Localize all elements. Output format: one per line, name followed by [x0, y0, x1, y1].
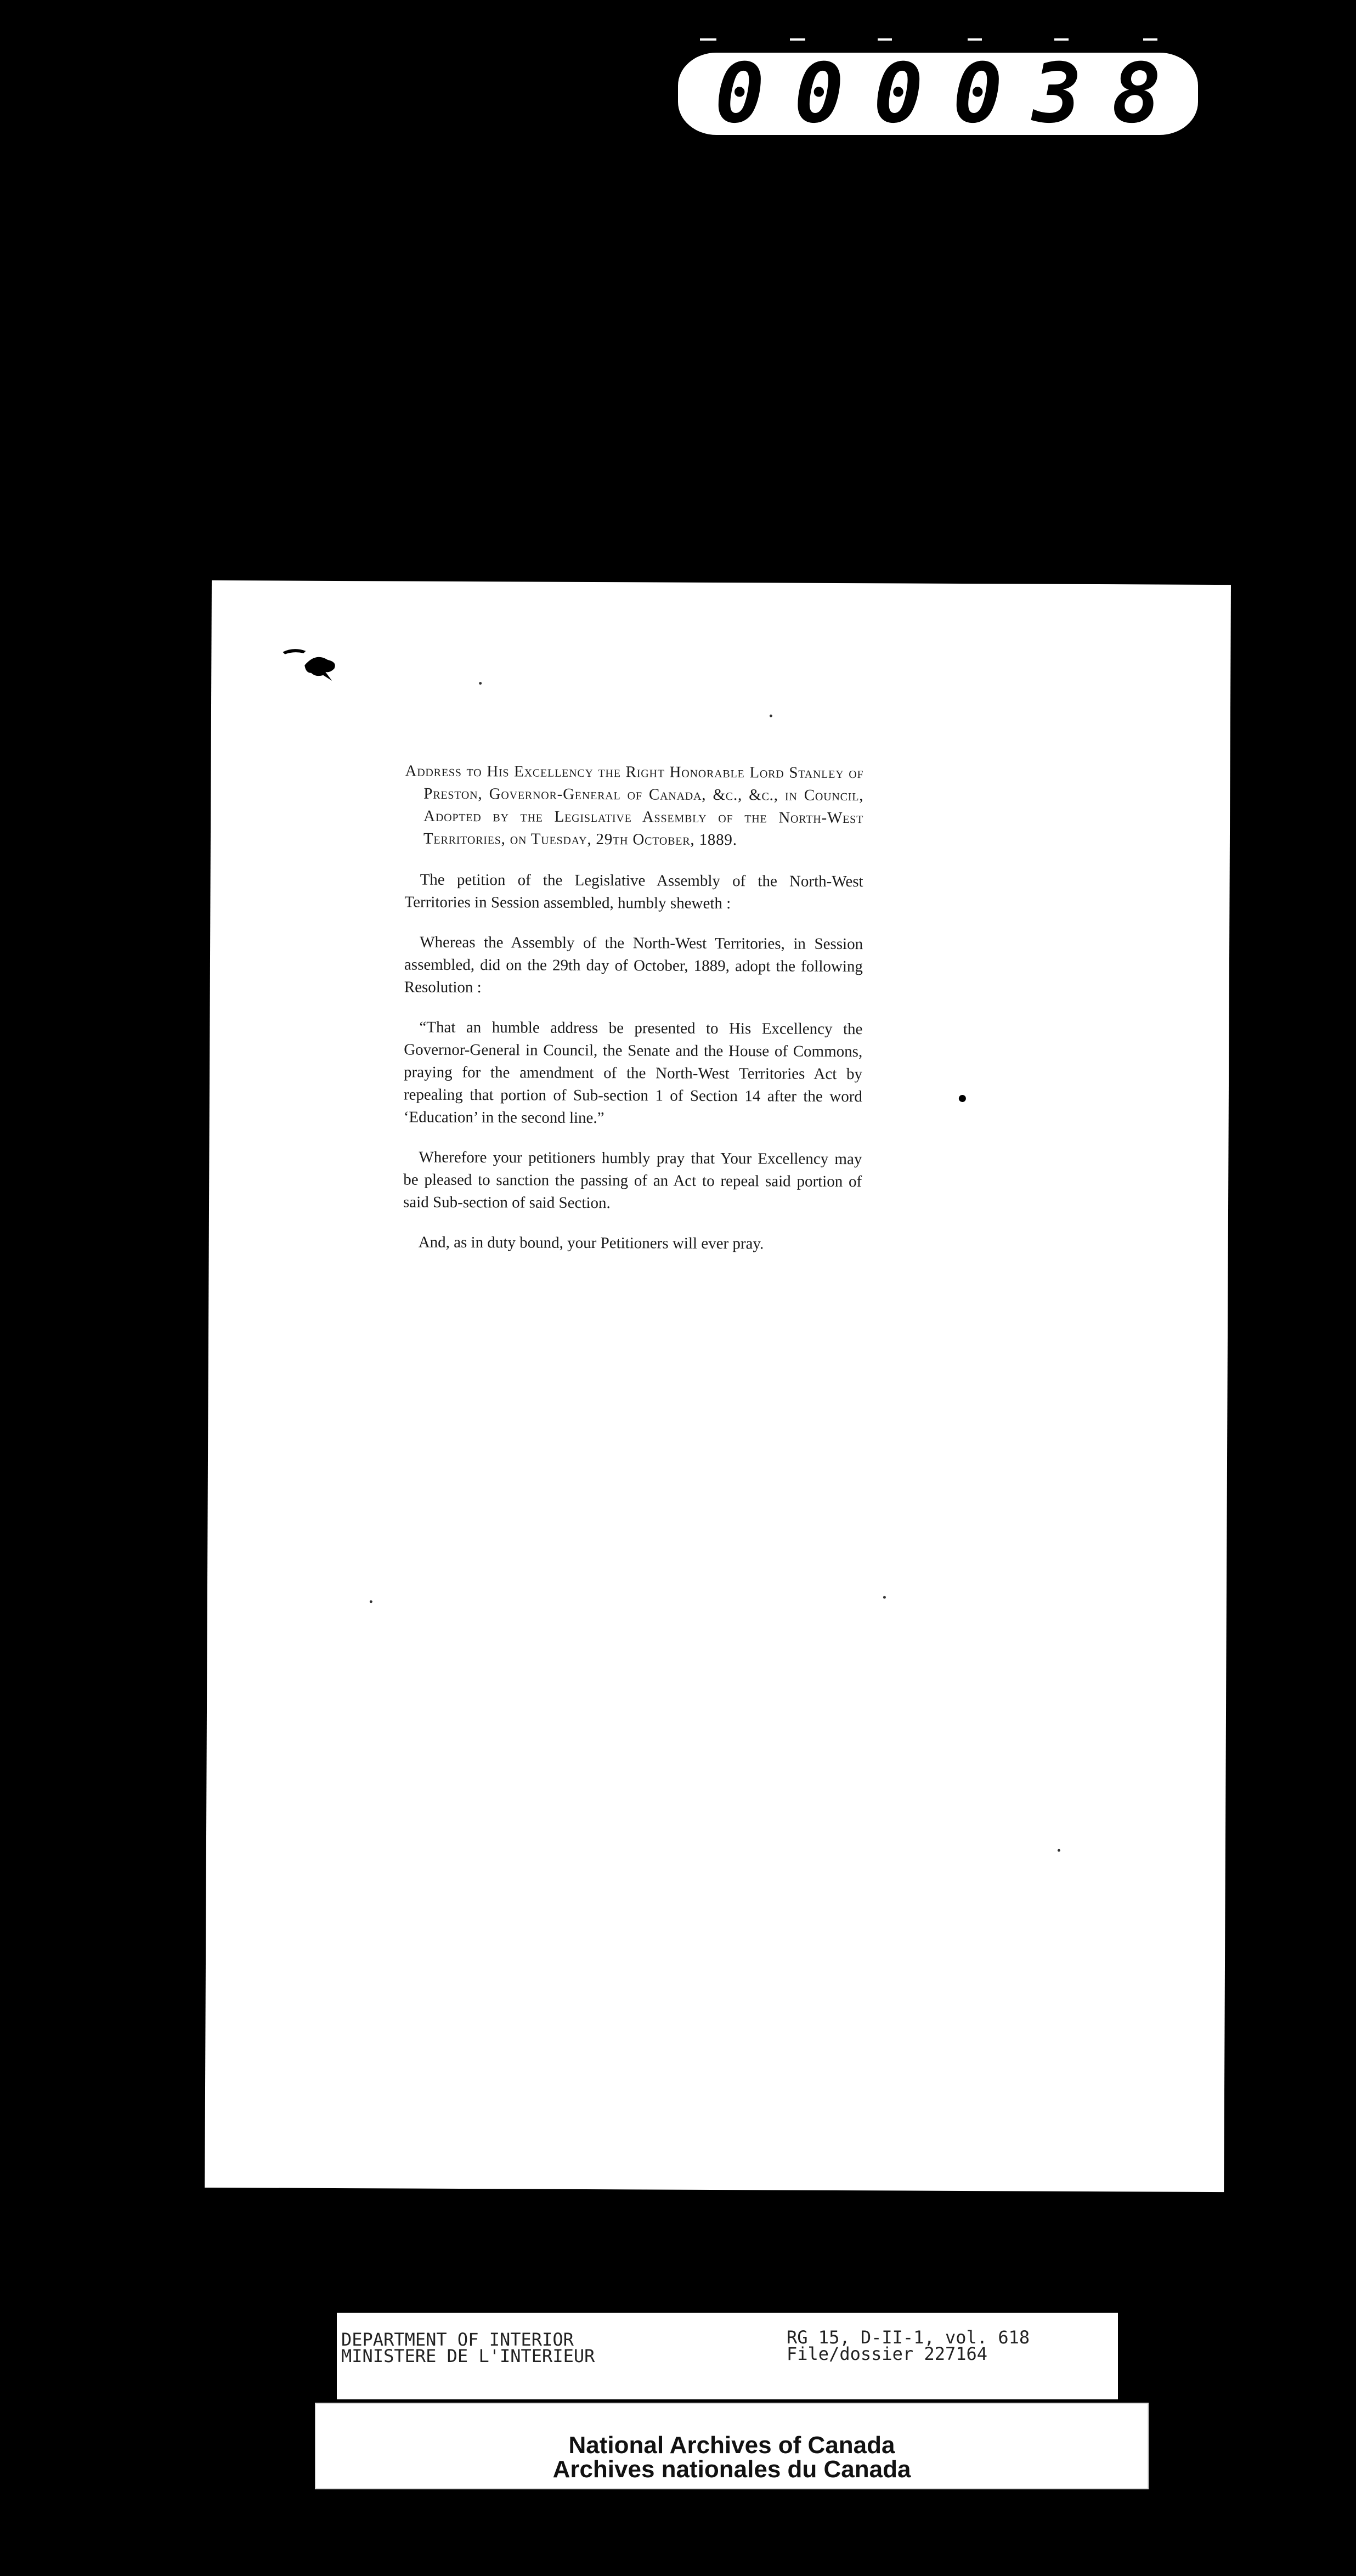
counter-digit: 8 — [1111, 46, 1161, 142]
counter-tick — [700, 38, 716, 41]
counter-tick — [878, 38, 892, 41]
frame-counter — [678, 46, 1198, 142]
document-page — [205, 580, 1231, 2192]
file-number: File/dossier 227164 — [787, 2343, 988, 2364]
counter-tick — [968, 38, 982, 41]
dust-speck — [883, 1596, 886, 1598]
archive-label — [315, 2403, 1149, 2489]
address-heading: Address to His Excellency the Right Honorable Lord Stanley of Preston, Governor-General of Canada, &c., &c., in Council, Adopted by the Legislative Assembly of the North-West Territories, on Tuesday, 29th October, 1889. — [405, 762, 864, 849]
counter-digit: 3 — [1032, 46, 1082, 142]
dust-speck — [479, 682, 482, 685]
counter-digit: 0 — [873, 46, 923, 142]
paragraph: Wherefore your petitioners humbly pray that Your Excellency may be pleased to sanction the passing of an Act to repeal said portion of said Sub-section of said Section. — [403, 1148, 862, 1212]
paragraph: The petition of the Legislative Assembly of the North-West Territories in Session assembled, humbly sheweth : — [404, 871, 863, 913]
closing-line: And, as in duty bound, your Petitioners will ever pray. — [418, 1233, 764, 1253]
address-text — [403, 760, 864, 1274]
counter-digit: 0 — [953, 46, 1003, 142]
ink-blot-mark — [277, 641, 343, 686]
counter-tick — [1054, 38, 1069, 41]
record-group: RG 15, D-II-1, vol. 618 — [787, 2327, 1030, 2348]
archive-name-french: Archives nationales du Canada — [552, 2456, 911, 2483]
file-reference — [787, 2329, 1030, 2362]
department-french: MINISTERE DE L'INTERIEUR — [341, 2346, 595, 2366]
department-names — [341, 2331, 595, 2364]
paragraph: Whereas the Assembly of the North-West Territories, in Session assembled, did on the 29th day of October, 1889, adopt the following Resolution : — [404, 933, 863, 997]
dust-speck — [959, 1095, 966, 1102]
department-label — [337, 2313, 1118, 2399]
counter-tick — [790, 38, 805, 41]
archive-name-english: National Archives of Canada — [568, 2432, 895, 2459]
dust-speck — [370, 1600, 372, 1603]
resolution-quote: “That an humble address be presented to His Excellency the Governor-General in Council, the Senate and the House of Commons, praying for the amendment of the North-West Territories Act by repealing that portion of Sub-section 1 of Section 14 after the word ‘Education’ in the second line.” — [403, 1018, 863, 1127]
dust-speck — [1058, 1849, 1060, 1852]
counter-digit: 0 — [715, 46, 765, 142]
counter-digit: 0 — [794, 46, 844, 142]
department-english: DEPARTMENT OF INTERIOR — [341, 2329, 574, 2350]
dust-speck — [770, 714, 772, 717]
counter-tick — [1143, 38, 1157, 41]
